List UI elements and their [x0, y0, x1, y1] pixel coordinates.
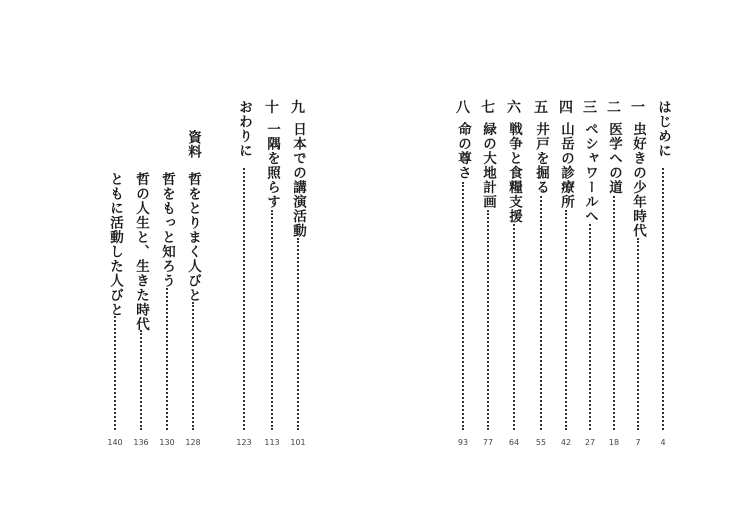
toc-title: ともに活動した人びと	[107, 172, 123, 317]
toc-page-number: 130	[159, 438, 175, 447]
toc-page-number: 42	[560, 438, 572, 447]
toc-title: 日本での講演活動	[290, 122, 306, 238]
leader-dots	[166, 288, 168, 430]
leader-dots	[637, 238, 639, 430]
leader-dots	[589, 224, 591, 430]
toc-entry-9	[287, 100, 309, 450]
toc-page-number: 55	[535, 438, 547, 447]
toc-chapter-number: 五	[534, 100, 548, 116]
toc-page-number: 101	[290, 438, 306, 447]
leader-dots	[540, 196, 542, 430]
toc-page-number: 27	[584, 438, 596, 447]
toc-chapter-number: 一	[631, 100, 645, 116]
toc-chapter-number: 十	[265, 100, 279, 116]
leader-dots	[613, 196, 615, 430]
leader-dots	[271, 210, 273, 430]
toc-chapter-number: 二	[607, 100, 621, 116]
toc-entry-shiryo-2	[156, 100, 178, 450]
toc-title: 哲をとりまく人びと	[185, 172, 201, 303]
toc-title: はじめに	[655, 100, 671, 158]
toc-entry-3	[579, 100, 601, 450]
toc-entry-shiryo-3	[130, 100, 152, 450]
toc-title: 戦争と食糧支援	[506, 122, 522, 224]
toc-page-number: 64	[508, 438, 520, 447]
toc-section-heading: 資料	[185, 130, 201, 159]
toc-page-number: 77	[482, 438, 494, 447]
toc-page-number: 7	[635, 438, 641, 447]
toc-title: 虫好きの少年時代	[630, 122, 646, 238]
toc-page-number: 18	[608, 438, 620, 447]
toc-entry-7	[477, 100, 499, 450]
toc-chapter-number: 七	[481, 100, 495, 116]
toc-chapter-number: 三	[583, 100, 597, 116]
toc-entry-shiryo-1	[182, 100, 204, 450]
toc-title: 山岳の診療所	[558, 122, 574, 209]
toc-page-number: 113	[264, 438, 280, 447]
toc-title: 井戸を掘る	[533, 122, 549, 195]
leader-dots	[114, 316, 116, 430]
toc-page-number: 128	[185, 438, 201, 447]
leader-dots	[565, 210, 567, 430]
leader-dots	[297, 238, 299, 430]
toc-title: おわりに	[236, 100, 252, 158]
leader-dots	[662, 168, 664, 430]
toc-title: 一隅を照らす	[264, 122, 280, 209]
toc-chapter-number: 六	[507, 100, 521, 116]
leader-dots	[192, 302, 194, 430]
toc-title: 医学への道	[606, 122, 622, 195]
toc-entry-6	[503, 100, 525, 450]
toc-chapter-number: 九	[291, 100, 305, 116]
toc-page-number: 123	[236, 438, 252, 447]
toc-chapter-number: 四	[559, 100, 573, 116]
toc-entry-owarini	[233, 100, 255, 450]
toc-entry-2	[603, 100, 625, 450]
toc-entry-10	[261, 100, 283, 450]
leader-dots	[487, 210, 489, 430]
toc-title: 哲をもっと知ろう	[159, 172, 175, 288]
toc-title: 緑の大地計画	[480, 122, 496, 209]
leader-dots	[462, 182, 464, 430]
toc-page-number: 140	[107, 438, 123, 447]
toc-title: 哲の人生と、生きた時代	[133, 172, 149, 332]
toc-title: 命の尊さ	[455, 122, 471, 180]
toc-page-number: 136	[133, 438, 149, 447]
toc-page-number: 4	[660, 438, 666, 447]
leader-dots	[513, 224, 515, 430]
toc-page-number: 93	[457, 438, 469, 447]
toc-title: ペシャワールへ	[582, 122, 598, 224]
toc-entry-5	[530, 100, 552, 450]
toc-entry-8	[452, 100, 474, 450]
leader-dots	[140, 330, 142, 430]
toc-entry-4	[555, 100, 577, 450]
toc-entry-hajimeni	[652, 100, 674, 450]
toc-entry-shiryo-4	[104, 100, 126, 450]
toc-chapter-number: 八	[456, 100, 470, 116]
leader-dots	[243, 168, 245, 430]
toc-entry-1	[627, 100, 649, 450]
